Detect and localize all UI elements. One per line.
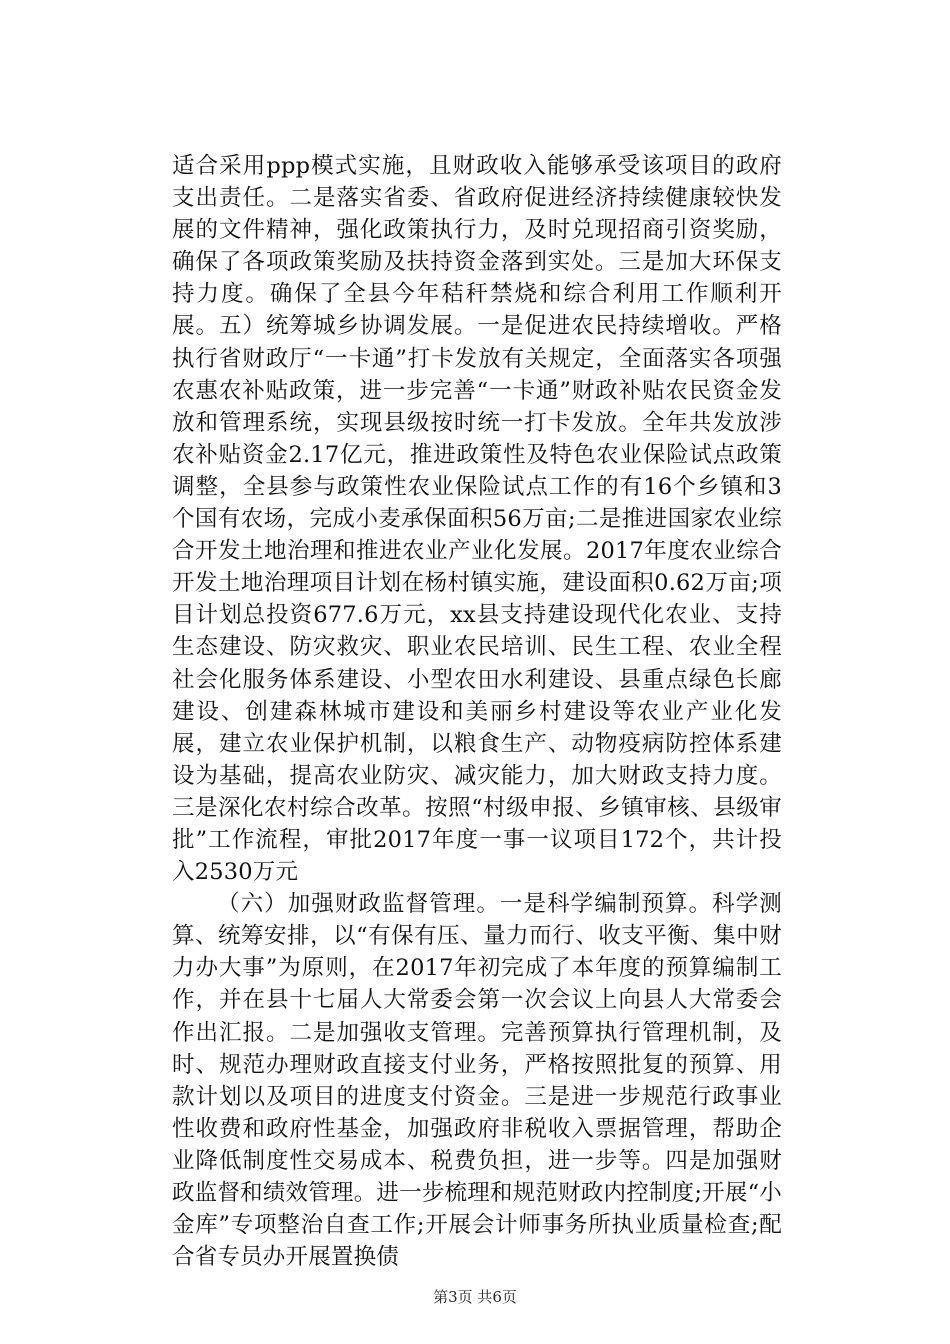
body-paragraph-1: 适合采用ppp模式实施，且财政收入能够承受该项目的政府支出责任。二是落实省委、省政府促进经济持续健康较快发展的文件精神，强化政策执行力，及时兑现招商引资奖励，确保了各项政策奖励及扶持资金落到实处。三是加大环保支持力度。确保了全县今年秸秆禁烧和综合利用工作顺利开展。五）统筹城乡协调发展。一是促进农民持续增收。严格执行省财政厅“一卡通”打卡发放有关规定，全面落实各项强农惠农补贴政策，进一步完善“一卡通”财政补贴农民资金发放和管理系统，实现县级按时统一打卡发放。全年共发放涉农补贴资金2.17亿元，推进政策性及特色农业保险试点政策调整，全县参与政策性农业保险试点工作的有16个乡镇和3个国有农场，完成小麦承保面积56万亩;二是推进国家农业综合开发土地治理和推进农业产业化发展。2017年度农业综合开发土地治理项目计划在杨村镇实施，建设面积0.62万亩;项目计划总投资677.6万元，xx县支持建设现代化农业、支持生态建设、防灾救灾、职业农民培训、民生工程、农业全程社会化服务体系建设、小型农田水利建设、县重点绿色长廊建设、创建森林城市建设和美丽乡村建设等农业产业化发展，建立农业保护机制，以粮食生产、动物疫病防控体系建设为基础，提高农业防灾、减灾能力，加大财政支持力度。三是深化农村综合改革。按照“村级申报、乡镇审核、县级审批”工作流程，审批2017年度一事一议项目172个，共计投入2530万元 bbox=[172, 153, 782, 886]
body-paragraph-2: （六）加强财政监督管理。一是科学编制预算。科学测算、统筹安排，以“有保有压、量力而行、收支平衡、集中财力办大事”为原则，在2017年初完成了本年度的预算编制工作，并在县十七届人大常委会第一次会议上向县人大常委会作出汇报。二是加强收支管理。完善预算执行管理机制，及时、规范办理财政直接支付业务，严格按照批复的预算、用款计划以及项目的进度支付资金。三是进一步规范行政事业性收费和政府性基金，加强政府非税收入票据管理，帮助企业降低制度性交易成本、税费负担，进一步等。四是加强财政监督和绩效管理。进一步梳理和规范财政内控制度;开展“小金库”专项整治自查工作;开展会计师事务所执业质量检查;配合省专员办开展置换债 bbox=[172, 891, 782, 1271]
document-body bbox=[172, 150, 782, 1273]
page-footer: 第3页 共6页 bbox=[433, 1288, 517, 1306]
